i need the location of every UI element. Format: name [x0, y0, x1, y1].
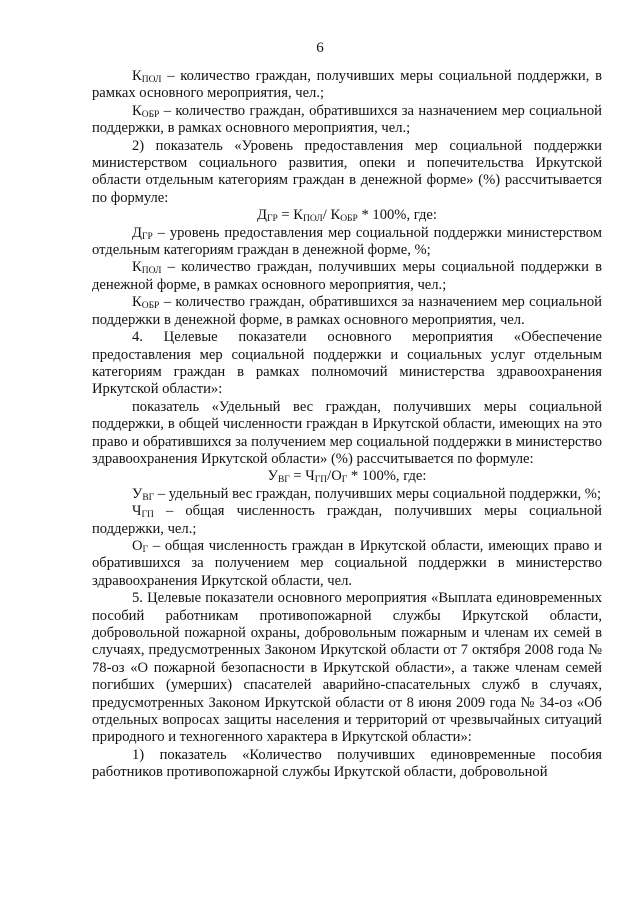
- text-run: = К: [277, 207, 304, 224]
- text-run: К: [132, 259, 142, 276]
- text-run: / К: [322, 207, 341, 224]
- text-run: * 100%, где:: [357, 207, 437, 224]
- paragraph: [92, 294, 602, 329]
- paragraph: [92, 103, 602, 138]
- text-run: * 100%, где:: [347, 468, 427, 485]
- text-run: показатель «Удельный вес граждан, получивших меры социальной поддержки, в общей численности граждан в Иркутской области, имеющих на это право и обратившихся за получением мер социальной поддержки в министерство здравоохранения Иркутской области» (%) рассчитывается по формуле:: [92, 398, 602, 467]
- text-run: У: [267, 468, 278, 485]
- text-run: – удельный вес граждан, получивших меры социальной поддержки, %;: [154, 485, 601, 502]
- text-run: Ч: [132, 503, 142, 520]
- text-run: = Ч: [289, 468, 315, 485]
- text-run: У: [132, 485, 143, 502]
- subscript: Г: [341, 475, 348, 486]
- subscript: Г: [142, 544, 149, 555]
- text-run: – уровень предоставления мер социальной поддержки министерством отдельным категориям граждан в денежной форме, %;: [92, 224, 602, 259]
- text-run: К: [132, 102, 142, 119]
- subscript: ПОЛ: [141, 75, 162, 85]
- formula: [92, 468, 602, 485]
- paragraph: [92, 329, 602, 399]
- text-run: /О: [327, 468, 342, 485]
- text-run: Д: [132, 224, 142, 241]
- formula: [92, 207, 602, 224]
- document-body: [92, 68, 602, 782]
- subscript: ВГ: [277, 475, 290, 486]
- text-run: – количество граждан, обратившихся за назначением мер социальной поддержки, в рамках основного мероприятия, чел.;: [92, 102, 602, 137]
- text-run: К: [132, 294, 142, 311]
- text-run: К: [132, 68, 142, 84]
- subscript: ОБР: [141, 109, 160, 120]
- text-run: 4. Целевые показатели основного мероприятия «Обеспечение предоставления мер социальной поддержки и социальных услуг отдельным категориям граждан в рамках полномочий министерства здравоохранения Иркутской области»:: [92, 329, 602, 398]
- paragraph: [92, 138, 602, 208]
- subscript: ГР: [141, 231, 153, 242]
- subscript: ГР: [267, 214, 278, 225]
- subscript: ПОЛ: [303, 214, 323, 225]
- subscript: ПОЛ: [141, 266, 162, 277]
- subscript: ГП: [141, 510, 154, 521]
- text-run: 1) показатель «Количество получивших единовременные пособия работников противопожарной службы Иркутской области, добровольной: [92, 746, 602, 781]
- paragraph: [92, 399, 602, 469]
- text-run: – общая численность граждан в Иркутской области, имеющих право и обратившихся за получением мер социальной поддержки в министерство здравоохранения Иркутской области, чел.: [92, 537, 602, 589]
- text-run: О: [132, 537, 143, 554]
- text-run: – количество граждан, получивших меры социальной поддержки в денежной форме, в рамках основного мероприятия, чел.;: [92, 259, 602, 293]
- text-run: – количество граждан, обратившихся за назначением мер социальной поддержки в денежной форме, в рамках основного мероприятия, чел.: [92, 294, 602, 328]
- subscript: ОБР: [340, 214, 358, 225]
- subscript: ВГ: [142, 492, 155, 503]
- paragraph: [92, 486, 602, 503]
- paragraph: [92, 503, 602, 538]
- paragraph: [92, 590, 602, 747]
- paragraph: [92, 68, 602, 103]
- paragraph: [92, 225, 602, 260]
- text-run: 5. Целевые показатели основного мероприятия «Выплата единовременных пособий работникам противопожарной службы Иркутской области, добровольной пожарной охраны, добровольным пожарным и членам их семей в случаях, предусмотренных Законом Иркутской области от 7 октября 2008 года № 78-оз «О пожарной безопасности в Иркутской области», а также членам семей погибших (умерших) спасателей аварийно-спасательных служб в случаях, предусмотренных Законом Иркутской области от 8 июня 2009 года № 34-оз «Об отдельных вопросах защиты населения и территорий от чрезвычайных ситуаций природного и техногенного характера в Иркутской области»:: [92, 590, 602, 746]
- subscript: ГП: [314, 475, 328, 486]
- page-number: 6: [316, 40, 324, 56]
- paragraph: [92, 538, 602, 590]
- subscript: ОБР: [141, 301, 160, 312]
- paragraph: [92, 747, 602, 782]
- text-run: Д: [257, 207, 267, 224]
- text-run: – количество граждан, получивших меры социальной поддержки, в рамках основного мероприятия, чел.;: [92, 68, 602, 102]
- text-run: 2) показатель «Уровень предоставления мер социальной поддержки министерством социального развития, опеки и попечительства Иркутской области отдельным категориям граждан в денежной форме» (%) рассчитывается по формуле:: [92, 137, 602, 206]
- text-run: – общая численность граждан, получивших меры социальной поддержки, чел.;: [92, 503, 602, 537]
- paragraph: [92, 259, 602, 294]
